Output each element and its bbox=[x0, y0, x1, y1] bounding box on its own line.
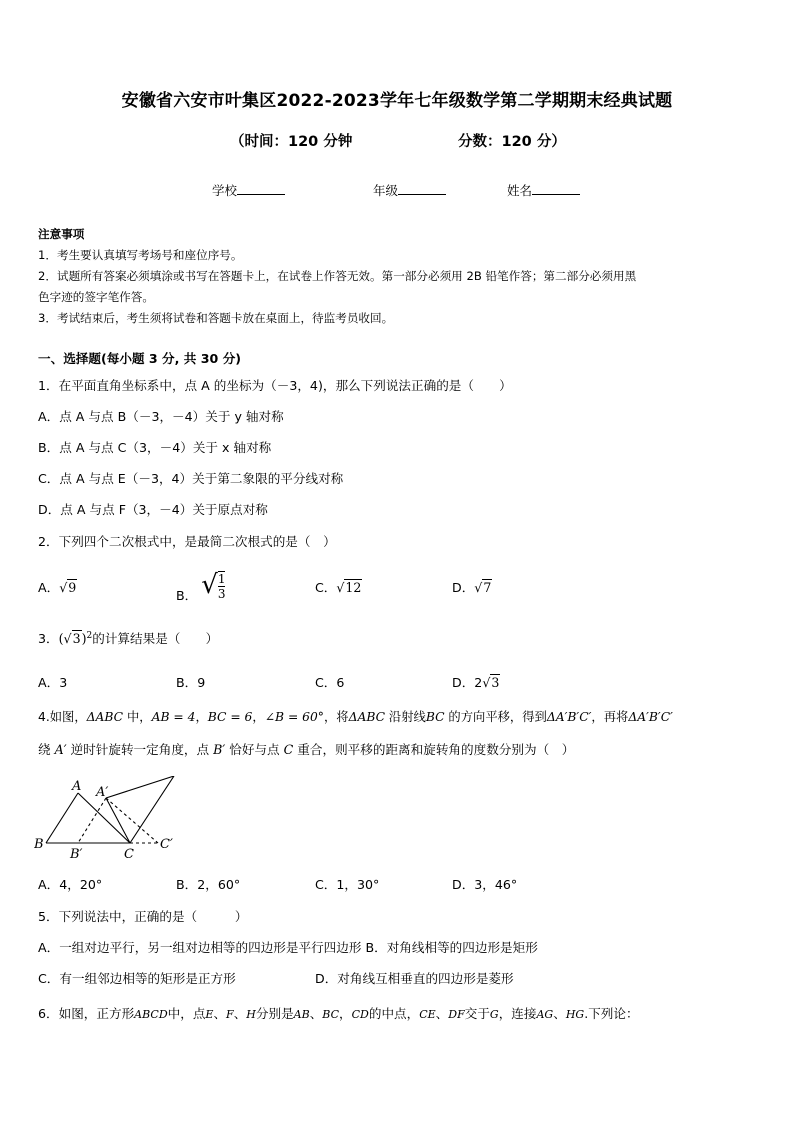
q5-stem: 5．下列说法中，正确的是（ ） bbox=[38, 909, 248, 924]
q3-number: 3． bbox=[38, 631, 59, 646]
inline-text: √12 bbox=[336, 580, 362, 595]
inline-text: BC bbox=[322, 1008, 339, 1021]
inline-text: ABCD bbox=[134, 1008, 168, 1021]
inline-text: 的中点， bbox=[368, 1006, 420, 1021]
radicand: 3 bbox=[72, 631, 81, 646]
inline-text: HG bbox=[565, 1008, 585, 1021]
inline-text bbox=[201, 566, 225, 601]
radicand: 3 bbox=[491, 675, 500, 690]
q4-option-c[interactable]: C．1，30° bbox=[315, 877, 380, 892]
segment-dash-A'B' bbox=[78, 798, 106, 843]
inline-text: C bbox=[283, 742, 294, 757]
inline-text: 、 bbox=[435, 1006, 449, 1021]
section-heading: 一、选择题(每小题 3 分, 共 30 分) bbox=[38, 351, 242, 366]
inline-text: $(√3)^2$ bbox=[58, 630, 93, 646]
notes-section bbox=[38, 224, 760, 329]
inline-text: H bbox=[246, 1008, 256, 1021]
option-letter: C． bbox=[315, 580, 337, 595]
segment-dash-A'C' bbox=[106, 798, 158, 843]
q1-option-a[interactable]: A．点 A 与点 B（－3，－4）关于 y 轴对称 bbox=[38, 409, 284, 424]
inline-text bbox=[218, 571, 226, 601]
segment-A'C bbox=[106, 798, 130, 843]
school-field[interactable] bbox=[212, 181, 285, 199]
inline-text: 、 bbox=[309, 1006, 323, 1021]
inline-text: 恰好与点 bbox=[225, 742, 284, 757]
option-letter: A． bbox=[38, 580, 60, 595]
q2-option-d[interactable] bbox=[452, 577, 492, 596]
inline-text: 绕 bbox=[38, 742, 55, 757]
radicand: 12 bbox=[345, 580, 362, 595]
fraction-numerator: 1 bbox=[217, 572, 226, 586]
q3-option-d[interactable] bbox=[452, 672, 500, 691]
inline-text: ， bbox=[339, 1006, 352, 1021]
note-item: 3．考试结束后，考生须将试卷和答题卡放在桌面上，待监考员收回。 bbox=[38, 311, 394, 325]
inline-text: √7 bbox=[474, 580, 492, 595]
inline-text: ， bbox=[252, 710, 265, 724]
inline-text: 分别是 bbox=[255, 1006, 294, 1021]
q3-stem bbox=[38, 628, 218, 647]
q3-option-a[interactable]: A．3 bbox=[38, 675, 68, 690]
label-C: C bbox=[124, 847, 134, 862]
grade-field[interactable] bbox=[373, 181, 446, 199]
inline-text: √ bbox=[201, 570, 218, 600]
inline-text: BC bbox=[425, 710, 445, 724]
note-item: 2．试题所有答案必须填涂或书写在答题卡上，在试卷上作答无效。第一部分必须用 2B 铅笔作答；第二部分必须用黑 bbox=[38, 269, 637, 283]
school-label: 学校 bbox=[212, 183, 238, 198]
q1-stem: 1．在平面直角坐标系中，点 A 的坐标为（－3，4)，那么下列说法正确的是（ ） bbox=[38, 378, 512, 393]
inline-text: 的方向平移，得到 bbox=[444, 710, 547, 724]
inline-text: ，连接 bbox=[498, 1006, 537, 1021]
segment-rot-side bbox=[130, 776, 174, 843]
inline-text: 中，点 bbox=[167, 1006, 206, 1021]
inline-text: √9 bbox=[59, 580, 77, 595]
q1-option-d[interactable]: D．点 A 与点 F（3，－4）关于原点对称 bbox=[38, 502, 268, 517]
option-letter: D． bbox=[452, 580, 475, 595]
q6-stem bbox=[38, 1003, 639, 1022]
radicand: 9 bbox=[68, 580, 77, 595]
label-B-prime: B′ bbox=[70, 847, 83, 862]
school-blank[interactable] bbox=[237, 182, 285, 195]
q4-stem-line1 bbox=[38, 707, 673, 725]
q5-option-c[interactable]: C．有一组邻边相等的矩形是正方形 bbox=[38, 971, 236, 986]
label-C-prime: C′ bbox=[160, 837, 173, 852]
exam-time: （时间：120 分钟 bbox=[230, 134, 353, 150]
name-label: 姓名 bbox=[507, 183, 533, 198]
note-item: 1．考生要认真填写考场号和座位序号。 bbox=[38, 248, 243, 262]
inline-text: F bbox=[226, 1008, 234, 1021]
q3-option-c[interactable]: C．6 bbox=[315, 675, 345, 690]
inline-text: CE bbox=[419, 1008, 436, 1021]
label-A: A bbox=[72, 779, 82, 794]
note-item: 色字迹的签字笔作答。 bbox=[38, 290, 154, 304]
label-B: B bbox=[34, 837, 44, 852]
inline-text: AB bbox=[293, 1008, 310, 1021]
inline-text: B′ bbox=[213, 742, 226, 757]
exponent: 2 bbox=[86, 630, 93, 641]
q4-figure bbox=[34, 776, 184, 862]
radicand: 7 bbox=[483, 580, 492, 595]
inline-text: AB = 4 bbox=[151, 710, 196, 724]
q3-option-b[interactable]: B．9 bbox=[176, 675, 206, 690]
inline-text: 逆时针旋转一定角度，点 bbox=[66, 742, 214, 757]
label-A-prime: A′ bbox=[96, 785, 109, 800]
q2-option-a[interactable] bbox=[38, 577, 77, 596]
inline-text: ，将 bbox=[323, 710, 349, 724]
inline-text: ， bbox=[195, 710, 208, 724]
inline-text: G bbox=[489, 1008, 499, 1021]
inline-text: ΔABC bbox=[348, 710, 386, 724]
fraction-denominator: 3 bbox=[217, 587, 226, 601]
inline-text: E bbox=[205, 1008, 214, 1021]
segment-rot-top bbox=[106, 776, 174, 798]
inline-text: 沿射线 bbox=[385, 710, 426, 724]
option-letter: B． bbox=[176, 588, 198, 603]
q5-option-d[interactable]: D．对角线互相垂直的四边形是菱形 bbox=[315, 971, 514, 986]
inline-text: 重合，则平移的距离和旋转角的度数分别为（ ） bbox=[293, 742, 575, 757]
inline-text: ΔABC bbox=[86, 710, 124, 724]
inline-text: A′ bbox=[54, 742, 67, 757]
inline-text: 、 bbox=[553, 1006, 566, 1021]
q4-option-d[interactable]: D．3，46° bbox=[452, 877, 518, 892]
inline-text: 4.如图， bbox=[38, 710, 87, 724]
segment-AB bbox=[46, 793, 78, 843]
inline-text: 中， bbox=[123, 710, 152, 724]
inline-text: 、 bbox=[233, 1006, 247, 1021]
segment-AC bbox=[78, 793, 130, 843]
grade-label: 年级 bbox=[373, 183, 399, 198]
q2-option-c[interactable] bbox=[315, 577, 362, 596]
inline-text: 、 bbox=[213, 1006, 227, 1021]
option-text: D．2 bbox=[452, 675, 483, 690]
exam-score: 分数：120 分） bbox=[458, 134, 566, 150]
q3-text: 的计算结果是（ ） bbox=[92, 631, 219, 646]
q2-stem: 2．下列四个二次根式中，是最简二次根式的是（ ） bbox=[38, 534, 336, 549]
inline-text: ∠B = 60° bbox=[264, 710, 324, 724]
inline-text: 交于 bbox=[464, 1006, 490, 1021]
q2-option-b[interactable] bbox=[176, 566, 225, 601]
inline-text: ΔA′B′C′ bbox=[628, 710, 673, 724]
q1-option-c[interactable]: C．点 A 与点 E（－3，4）关于第二象限的平分线对称 bbox=[38, 471, 344, 486]
inline-text: CD bbox=[351, 1008, 369, 1021]
name-field[interactable] bbox=[507, 181, 580, 199]
inline-text: 6．如图，正方形 bbox=[38, 1006, 135, 1021]
exam-title: 安徽省六安市叶集区2022-2023学年七年级数学第二学期期末经典试题 bbox=[121, 91, 673, 111]
inline-text: BC = 6 bbox=[207, 710, 253, 724]
grade-blank[interactable] bbox=[398, 182, 446, 195]
name-blank[interactable] bbox=[532, 182, 580, 195]
q4-option-a[interactable]: A．4，20° bbox=[38, 877, 103, 892]
inline-text: √3 bbox=[482, 675, 500, 690]
inline-text: ΔA′B′C′ bbox=[546, 710, 592, 724]
q4-stem-line2 bbox=[38, 739, 574, 758]
q5-options-ab[interactable]: A．一组对边平行，另一组对边相等的四边形是平行四边形 B．对角线相等的四边形是矩形 bbox=[38, 940, 538, 955]
q4-option-b[interactable]: B．2，60° bbox=[176, 877, 241, 892]
inline-text: .下列论： bbox=[584, 1006, 639, 1021]
inline-text: DF bbox=[448, 1008, 465, 1021]
q1-option-b[interactable]: B．点 A 与点 C（3，－4）关于 x 轴对称 bbox=[38, 440, 272, 455]
inline-text: ，再将 bbox=[591, 710, 629, 724]
inline-text: AG bbox=[536, 1008, 554, 1021]
notes-heading: 注意事项 bbox=[38, 227, 85, 241]
